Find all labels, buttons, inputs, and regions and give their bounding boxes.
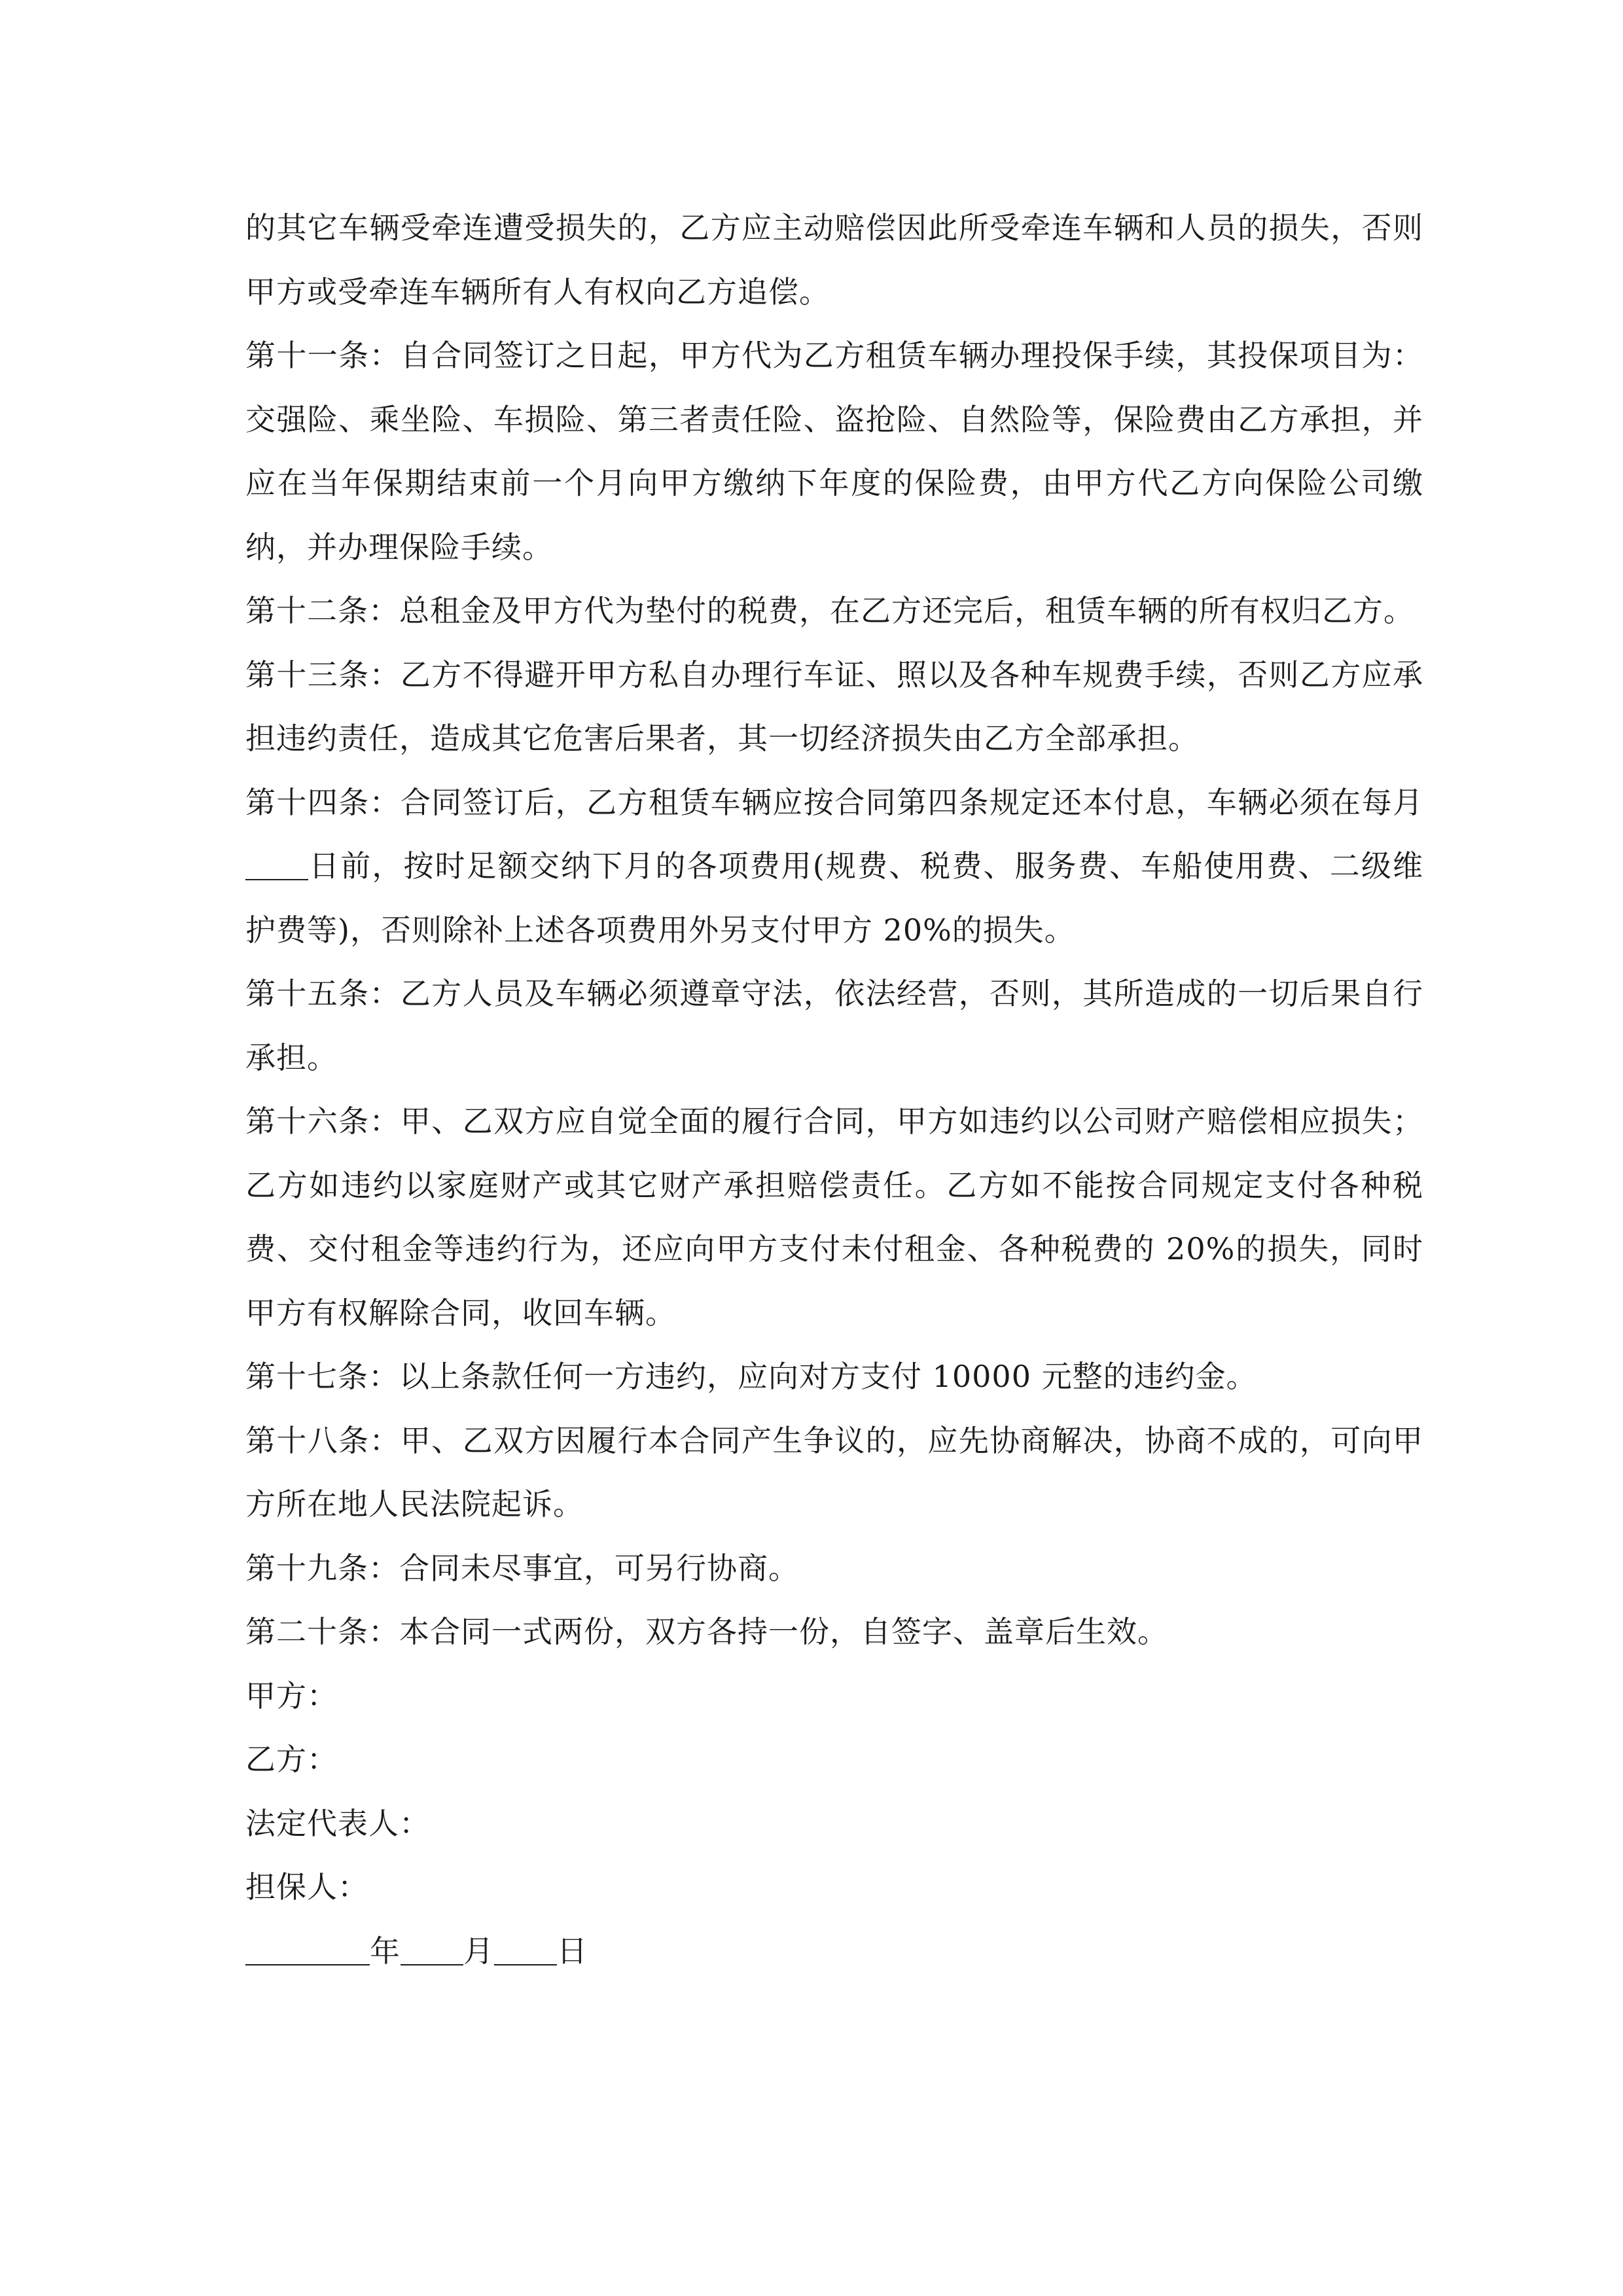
article-19: 第十九条：合同未尽事宜，可另行协商。 [245, 1550, 799, 1586]
guarantor-label: 担保人： [245, 1869, 368, 1905]
year-blank[interactable] [245, 1934, 370, 1965]
contract-body [245, 196, 1423, 1983]
legal-rep-label: 法定代表人： [245, 1805, 430, 1841]
day-blank-date[interactable] [494, 1934, 557, 1965]
article-12: 第十二条：总租金及甲方代为垫付的税费，在乙方还完后，租赁车辆的所有权归乙方。 [245, 593, 1414, 628]
article-18: 第十八条：甲、乙双方因履行本合同产生争议的，应先协商解决，协商不成的，可向甲方所在地人民法院起诉。 [245, 1422, 1423, 1522]
article-20: 第二十条：本合同一式两份，双方各持一份，自签字、盖章后生效。 [245, 1614, 1168, 1649]
month-label: 月 [463, 1933, 494, 1969]
day-label: 日 [557, 1933, 588, 1969]
article-14-part1: 第十四条：合同签订后，乙方租赁车辆应按合同第四条规定还本付息，车辆必须在每月 [245, 784, 1423, 820]
paragraph-continuation: 的其它车辆受牵连遭受损失的，乙方应主动赔偿因此所受牵连车辆和人员的损失，否则甲方或受牵连车辆所有人有权向乙方追偿。 [245, 210, 1423, 310]
day-blank[interactable] [245, 849, 308, 880]
party-a-label: 甲方： [245, 1677, 338, 1713]
party-b-label: 乙方： [245, 1742, 338, 1777]
article-14-part2: 日前，按时足额交纳下月的各项费用(规费、税费、服务费、车船使用费、二级维护费等)，否则除补上述各项费用外另支付甲方 20%的损失。 [245, 848, 1423, 948]
article-13: 第十三条：乙方不得避开甲方私自办理行车证、照以及各种车规费手续，否则乙方应承担违约责任，造成其它危害后果者，其一切经济损失由乙方全部承担。 [245, 656, 1423, 756]
article-17: 第十七条：以上条款任何一方违约，应向对方支付 10000 元整的违约金。 [245, 1359, 1257, 1394]
article-15: 第十五条：乙方人员及车辆必须遵章守法，依法经营，否则，其所造成的一切后果自行承担。 [245, 976, 1423, 1075]
date-line [245, 1920, 1423, 1984]
article-14 [245, 771, 1423, 963]
year-label: 年 [370, 1933, 401, 1969]
article-16: 第十六条：甲、乙双方应自觉全面的履行合同，甲方如违约以公司财产赔偿相应损失；乙方如违约以家庭财产或其它财产承担赔偿责任。乙方如不能按合同规定支付各种税费、交付租金等违约行为，还应向甲方支付未付租金、各种税费的 20%的损失，同时甲方有权解除合同，收回车辆。 [245, 1103, 1423, 1331]
month-blank[interactable] [401, 1934, 463, 1965]
article-11: 第十一条：自合同签订之日起，甲方代为乙方租赁车辆办理投保手续，其投保项目为：交强险、乘坐险、车损险、第三者责任险、盗抢险、自然险等，保险费由乙方承担，并应在当年保期结束前一个月向甲方缴纳下年度的保险费，由甲方代乙方向保险公司缴纳，并办理保险手续。 [245, 338, 1423, 565]
